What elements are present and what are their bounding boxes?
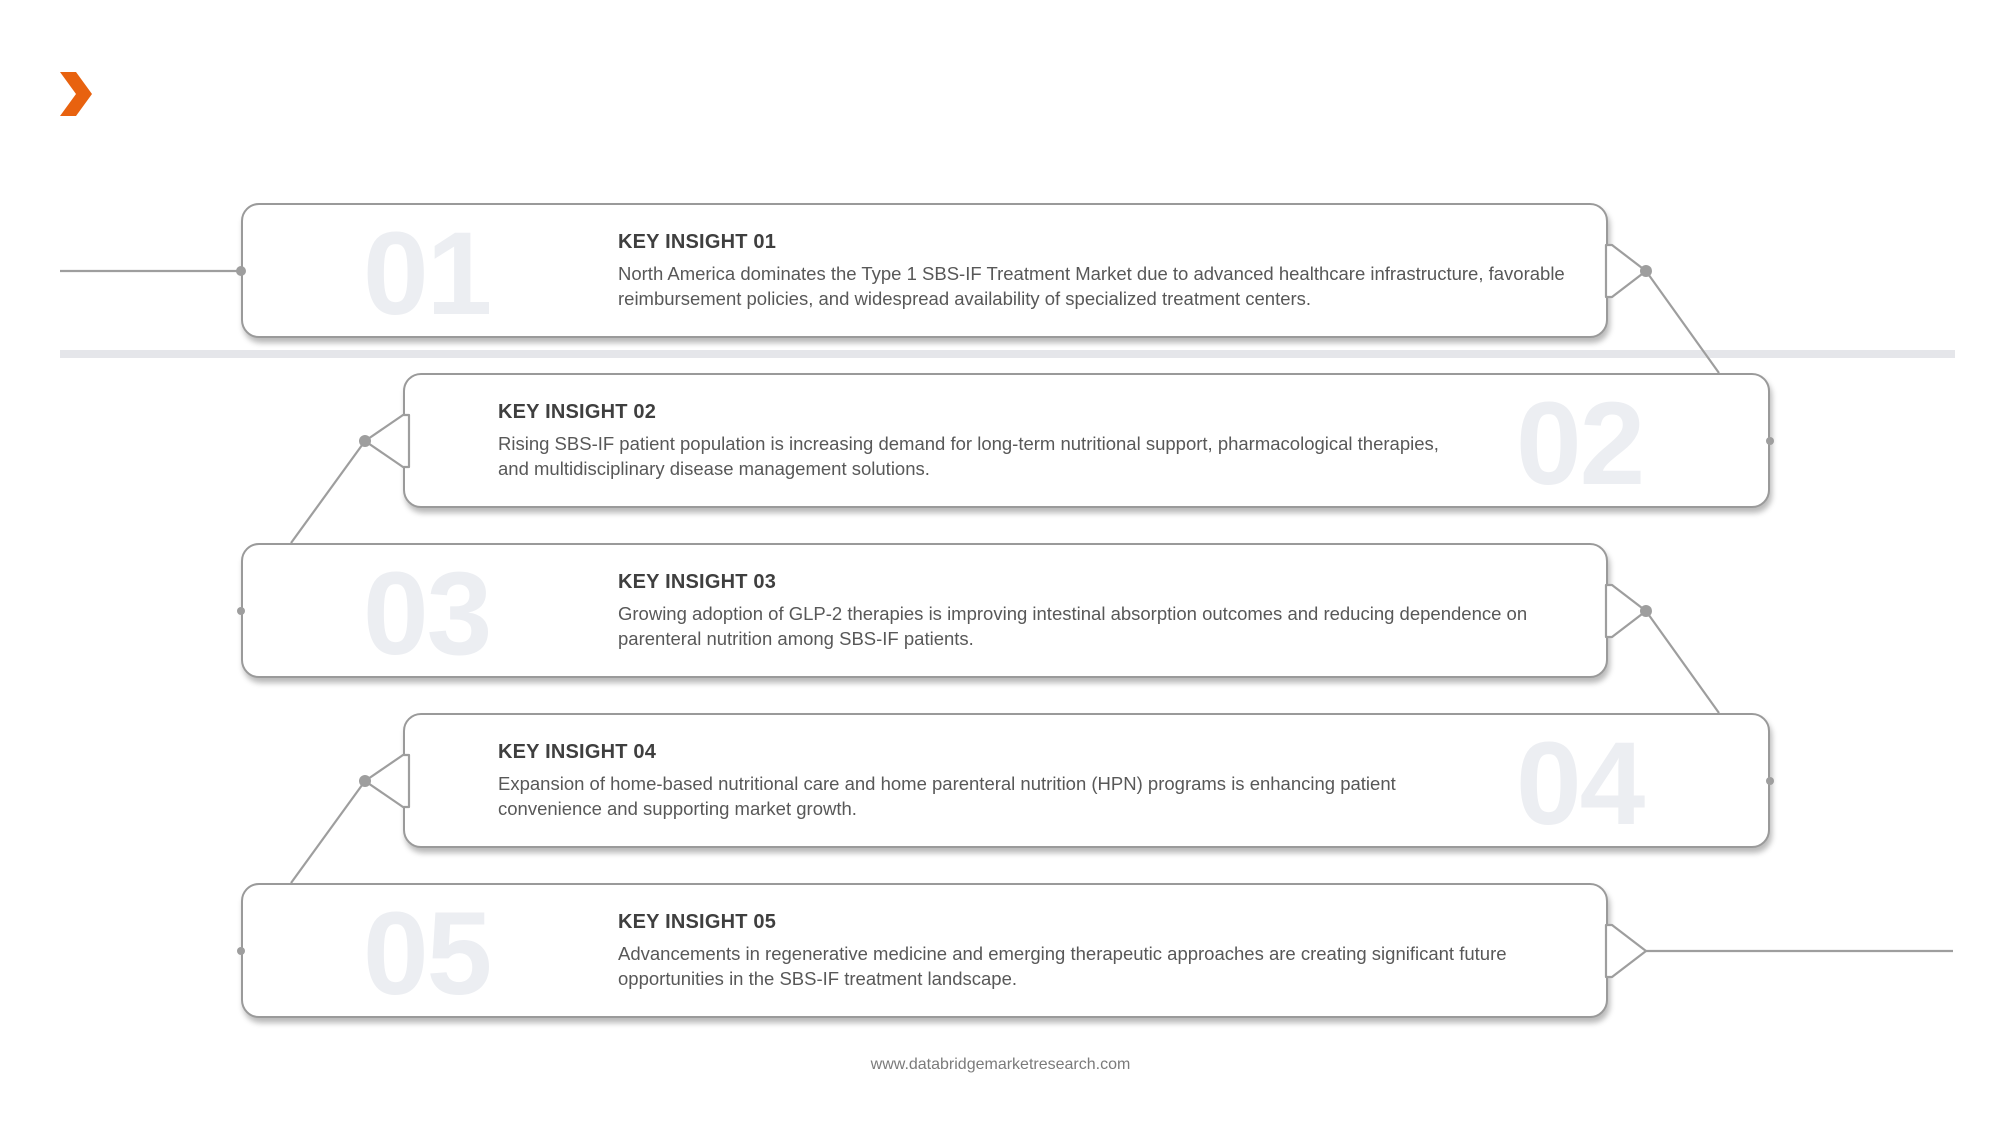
insight-number: 05 xyxy=(363,888,491,1020)
footer-url[interactable]: www.databridgemarketresearch.com xyxy=(870,1056,1131,1073)
insight-title: KEY INSIGHT 03 xyxy=(618,571,777,593)
insight-text: Advancements in regenerative medicine and emerging therapeutic approaches are creating significant future opportunities in the SBS-IF treatment landscape. xyxy=(618,943,1507,989)
insight-number: 01 xyxy=(363,208,491,340)
insight-card-01 xyxy=(241,203,1608,338)
insight-number: 02 xyxy=(1516,378,1644,510)
insight-text: North America dominates the Type 1 SBS-IF Treatment Market due to advanced healthcare infrastructure, favorable reimbursement policies, and widespread availability of specialized treatment centers. xyxy=(618,263,1565,309)
insight-text: Rising SBS-IF patient population is increasing demand for long-term nutritional support, pharmacological therapies, and multidisciplinary disease management solutions. xyxy=(498,433,1439,479)
insight-card-03 xyxy=(241,543,1608,678)
insight-card-05 xyxy=(241,883,1608,1018)
insight-title: KEY INSIGHT 01 xyxy=(618,231,777,253)
insight-card-02 xyxy=(403,373,1770,508)
insight-text: Expansion of home-based nutritional care and home parenteral nutrition (HPN) programs is enhancing patient convenience and supporting market growth. xyxy=(498,773,1396,819)
insight-title: KEY INSIGHT 04 xyxy=(498,741,657,763)
insight-title: KEY INSIGHT 02 xyxy=(498,401,657,423)
insight-title: KEY INSIGHT 05 xyxy=(618,911,777,933)
insight-number: 03 xyxy=(363,548,491,680)
insight-text: Growing adoption of GLP-2 therapies is improving intestinal absorption outcomes and reducing dependence on parenteral nutrition among SBS-IF patients. xyxy=(618,603,1528,649)
insight-number: 04 xyxy=(1516,718,1644,850)
insight-card-04 xyxy=(403,713,1770,848)
